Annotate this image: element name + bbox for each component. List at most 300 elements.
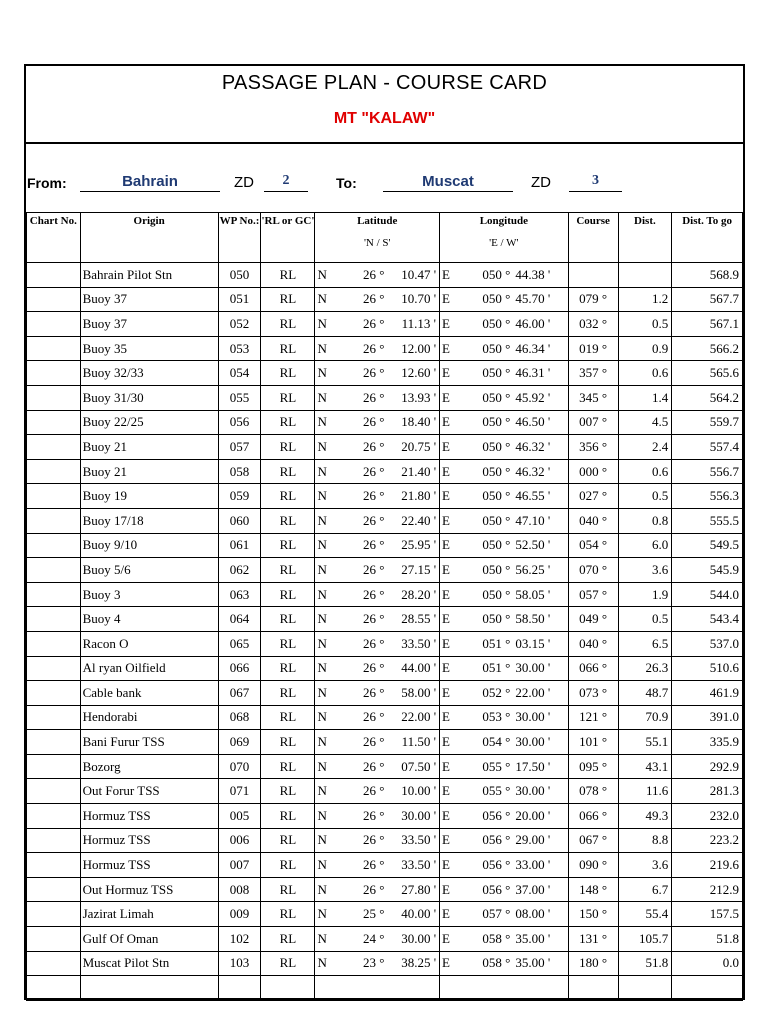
lon-minutes-cell: 45.92 ' — [513, 385, 568, 410]
origin-cell: Buoy 17/18 — [80, 508, 218, 533]
rl-cell: RL — [261, 287, 315, 312]
lat-hemisphere-cell: N — [315, 558, 339, 583]
lat-degrees-cell: 26 ° — [339, 607, 387, 632]
course-cell: 032 ° — [568, 312, 618, 337]
latitude-label: Latitude — [357, 215, 398, 227]
lat-hemisphere-cell: N — [315, 681, 339, 706]
dist-cell: 48.7 — [618, 681, 672, 706]
course-cell: 095 ° — [568, 754, 618, 779]
origin-cell — [80, 976, 218, 1001]
wp-cell: 006 — [218, 828, 261, 853]
lon-minutes-cell — [513, 976, 568, 1001]
rl-cell: RL — [261, 484, 315, 509]
dist-to-go-cell: 564.2 — [672, 385, 743, 410]
to-label: To: — [336, 175, 357, 191]
dist-cell: 0.6 — [618, 361, 672, 386]
longitude-sub: 'E / W' — [489, 237, 519, 249]
lat-minutes-cell: 11.50 ' — [387, 730, 439, 755]
lon-minutes-cell: 58.05 ' — [513, 582, 568, 607]
dist-cell: 6.0 — [618, 533, 672, 558]
lat-hemisphere-cell: N — [315, 263, 339, 288]
lat-minutes-cell: 21.80 ' — [387, 484, 439, 509]
dist-to-go-cell: 212.9 — [672, 877, 743, 902]
lon-minutes-cell: 44.38 ' — [513, 263, 568, 288]
course-card-sheet — [24, 64, 745, 1000]
lon-hemisphere-cell: E — [440, 508, 464, 533]
lon-minutes-cell: 47.10 ' — [513, 508, 568, 533]
lon-degrees-cell: 056 ° — [464, 853, 514, 878]
table-row — [27, 951, 743, 976]
rl-cell: RL — [261, 853, 315, 878]
dist-to-go-cell: 556.3 — [672, 484, 743, 509]
lat-hemisphere-cell: N — [315, 459, 339, 484]
lat-hemisphere-cell: N — [315, 582, 339, 607]
origin-cell: Al ryan Oilfield — [80, 656, 218, 681]
origin-cell: Buoy 21 — [80, 459, 218, 484]
wp-cell: 054 — [218, 361, 261, 386]
col-longitude — [440, 213, 569, 263]
lat-hemisphere-cell: N — [315, 853, 339, 878]
wp-cell: 059 — [218, 484, 261, 509]
course-cell: 067 ° — [568, 828, 618, 853]
col-origin: Origin — [80, 213, 218, 263]
lon-minutes-cell: 37.00 ' — [513, 877, 568, 902]
rl-cell: RL — [261, 804, 315, 829]
lon-hemisphere-cell — [440, 976, 464, 1001]
origin-cell: Jazirat Limah — [80, 902, 218, 927]
dist-to-go-cell: 543.4 — [672, 607, 743, 632]
course-cell: 090 ° — [568, 853, 618, 878]
lat-minutes-cell: 27.15 ' — [387, 558, 439, 583]
lon-minutes-cell: 46.00 ' — [513, 312, 568, 337]
lat-minutes-cell: 11.13 ' — [387, 312, 439, 337]
rl-cell: RL — [261, 656, 315, 681]
from-zd-label: ZD — [234, 174, 254, 191]
dist-to-go-cell: 510.6 — [672, 656, 743, 681]
lat-hemisphere-cell: N — [315, 754, 339, 779]
origin-cell: Hendorabi — [80, 705, 218, 730]
to-zd-label: ZD — [531, 174, 551, 191]
wp-cell: 067 — [218, 681, 261, 706]
dist-cell: 0.9 — [618, 336, 672, 361]
chart-cell — [27, 656, 81, 681]
wp-cell: 062 — [218, 558, 261, 583]
dist-cell: 3.6 — [618, 558, 672, 583]
lat-minutes-cell: 28.20 ' — [387, 582, 439, 607]
chart-cell — [27, 582, 81, 607]
dist-to-go-cell: 219.6 — [672, 853, 743, 878]
lon-hemisphere-cell: E — [440, 459, 464, 484]
rl-cell: RL — [261, 877, 315, 902]
lon-hemisphere-cell: E — [440, 902, 464, 927]
lon-degrees-cell: 053 ° — [464, 705, 514, 730]
lon-degrees-cell: 058 ° — [464, 951, 514, 976]
wp-cell: 071 — [218, 779, 261, 804]
title-block — [26, 66, 743, 144]
dist-to-go-cell: 537.0 — [672, 631, 743, 656]
course-cell: 066 ° — [568, 656, 618, 681]
table-row — [27, 681, 743, 706]
lat-hemisphere-cell: N — [315, 336, 339, 361]
dist-to-go-cell: 391.0 — [672, 705, 743, 730]
lat-hemisphere-cell: N — [315, 877, 339, 902]
wp-cell: 052 — [218, 312, 261, 337]
lat-minutes-cell: 20.75 ' — [387, 435, 439, 460]
dist-to-go-cell: 157.5 — [672, 902, 743, 927]
lat-minutes-cell: 13.93 ' — [387, 385, 439, 410]
dist-to-go-cell — [672, 976, 743, 1001]
wp-cell: 056 — [218, 410, 261, 435]
chart-cell — [27, 558, 81, 583]
chart-cell — [27, 484, 81, 509]
lat-degrees-cell: 26 ° — [339, 853, 387, 878]
lat-degrees-cell: 26 ° — [339, 385, 387, 410]
wp-cell: 069 — [218, 730, 261, 755]
lon-minutes-cell: 52.50 ' — [513, 533, 568, 558]
origin-cell: Buoy 31/30 — [80, 385, 218, 410]
lon-hemisphere-cell: E — [440, 804, 464, 829]
dist-cell: 105.7 — [618, 927, 672, 952]
lon-degrees-cell: 055 ° — [464, 754, 514, 779]
course-cell: 148 ° — [568, 877, 618, 902]
lon-degrees-cell — [464, 976, 514, 1001]
rl-cell: RL — [261, 705, 315, 730]
origin-cell: Hormuz TSS — [80, 804, 218, 829]
rl-cell: RL — [261, 312, 315, 337]
chart-cell — [27, 877, 81, 902]
lon-minutes-cell: 30.00 ' — [513, 730, 568, 755]
rl-cell: RL — [261, 681, 315, 706]
chart-cell — [27, 410, 81, 435]
course-cell: 121 ° — [568, 705, 618, 730]
lon-degrees-cell: 051 ° — [464, 631, 514, 656]
course-cell: 019 ° — [568, 336, 618, 361]
wp-cell: 009 — [218, 902, 261, 927]
origin-cell: Buoy 5/6 — [80, 558, 218, 583]
lat-hemisphere-cell: N — [315, 902, 339, 927]
course-cell: 078 ° — [568, 779, 618, 804]
wp-cell: 057 — [218, 435, 261, 460]
lat-minutes-cell — [387, 976, 439, 1001]
dist-cell: 6.5 — [618, 631, 672, 656]
lon-minutes-cell: 46.34 ' — [513, 336, 568, 361]
lat-degrees-cell: 26 ° — [339, 287, 387, 312]
origin-cell: Buoy 4 — [80, 607, 218, 632]
lon-hemisphere-cell: E — [440, 336, 464, 361]
course-cell: 040 ° — [568, 631, 618, 656]
lat-degrees-cell: 26 ° — [339, 828, 387, 853]
lat-degrees-cell: 26 ° — [339, 435, 387, 460]
origin-cell: Bahrain Pilot Stn — [80, 263, 218, 288]
rl-cell: RL — [261, 385, 315, 410]
origin-cell: Cable bank — [80, 681, 218, 706]
dist-cell: 11.6 — [618, 779, 672, 804]
rl-cell: RL — [261, 263, 315, 288]
course-cell: 180 ° — [568, 951, 618, 976]
rl-cell — [261, 976, 315, 1001]
origin-cell: Buoy 21 — [80, 435, 218, 460]
course-cell: 007 ° — [568, 410, 618, 435]
vessel-name: MT "KALAW" — [333, 110, 436, 127]
table-row — [27, 828, 743, 853]
dist-to-go-cell: 461.9 — [672, 681, 743, 706]
rl-cell: RL — [261, 582, 315, 607]
lon-degrees-cell: 050 ° — [464, 582, 514, 607]
rl-cell: RL — [261, 361, 315, 386]
lon-degrees-cell: 051 ° — [464, 656, 514, 681]
lon-degrees-cell: 052 ° — [464, 681, 514, 706]
chart-cell — [27, 361, 81, 386]
lat-hemisphere-cell: N — [315, 410, 339, 435]
course-cell: 357 ° — [568, 361, 618, 386]
lat-degrees-cell: 26 ° — [339, 336, 387, 361]
lat-degrees-cell: 26 ° — [339, 410, 387, 435]
dist-cell: 70.9 — [618, 705, 672, 730]
lat-degrees-cell: 26 ° — [339, 263, 387, 288]
wp-cell: 066 — [218, 656, 261, 681]
dist-to-go-cell: 51.8 — [672, 927, 743, 952]
dist-cell: 51.8 — [618, 951, 672, 976]
from-zd-value: 2 — [264, 173, 308, 192]
lat-degrees-cell: 26 ° — [339, 779, 387, 804]
chart-cell — [27, 385, 81, 410]
lon-degrees-cell: 050 ° — [464, 287, 514, 312]
table-row — [27, 336, 743, 361]
lat-minutes-cell: 33.50 ' — [387, 828, 439, 853]
lat-degrees-cell: 26 ° — [339, 804, 387, 829]
lon-degrees-cell: 050 ° — [464, 385, 514, 410]
lat-degrees-cell: 26 ° — [339, 754, 387, 779]
lat-degrees-cell — [339, 976, 387, 1001]
to-zd-value: 3 — [569, 173, 622, 192]
origin-cell: Muscat Pilot Stn — [80, 951, 218, 976]
lat-minutes-cell: 33.50 ' — [387, 631, 439, 656]
dist-cell: 4.5 — [618, 410, 672, 435]
chart-cell — [27, 853, 81, 878]
origin-cell: Buoy 22/25 — [80, 410, 218, 435]
lat-minutes-cell: 40.00 ' — [387, 902, 439, 927]
dist-cell: 26.3 — [618, 656, 672, 681]
dist-to-go-cell: 556.7 — [672, 459, 743, 484]
lon-hemisphere-cell: E — [440, 656, 464, 681]
latitude-sub: 'N / S' — [363, 237, 391, 249]
lat-hemisphere-cell: N — [315, 927, 339, 952]
origin-cell: Buoy 37 — [80, 312, 218, 337]
lon-minutes-cell: 30.00 ' — [513, 779, 568, 804]
rl-cell: RL — [261, 607, 315, 632]
route-section — [26, 142, 743, 213]
rl-cell: RL — [261, 508, 315, 533]
lat-minutes-cell: 33.50 ' — [387, 853, 439, 878]
table-row — [27, 287, 743, 312]
lon-hemisphere-cell: E — [440, 385, 464, 410]
lon-hemisphere-cell: E — [440, 927, 464, 952]
origin-cell: Gulf Of Oman — [80, 927, 218, 952]
rl-cell: RL — [261, 754, 315, 779]
table-row — [27, 508, 743, 533]
lon-minutes-cell: 46.31 ' — [513, 361, 568, 386]
dist-to-go-cell: 566.2 — [672, 336, 743, 361]
lat-hemisphere-cell: N — [315, 607, 339, 632]
lat-degrees-cell: 26 ° — [339, 508, 387, 533]
lat-degrees-cell: 26 ° — [339, 582, 387, 607]
wp-cell: 053 — [218, 336, 261, 361]
waypoint-rows — [27, 263, 743, 1001]
origin-cell: Buoy 32/33 — [80, 361, 218, 386]
table-row — [27, 435, 743, 460]
course-cell: 066 ° — [568, 804, 618, 829]
lon-hemisphere-cell: E — [440, 361, 464, 386]
lon-degrees-cell: 056 ° — [464, 804, 514, 829]
table-row — [27, 558, 743, 583]
lat-degrees-cell: 26 ° — [339, 533, 387, 558]
lat-degrees-cell: 26 ° — [339, 484, 387, 509]
table-row — [27, 631, 743, 656]
lat-minutes-cell: 25.95 ' — [387, 533, 439, 558]
table-row — [27, 976, 743, 1001]
chart-cell — [27, 730, 81, 755]
origin-cell: Buoy 3 — [80, 582, 218, 607]
lon-hemisphere-cell: E — [440, 853, 464, 878]
lat-degrees-cell: 26 ° — [339, 705, 387, 730]
rl-cell: RL — [261, 927, 315, 952]
lat-degrees-cell: 23 ° — [339, 951, 387, 976]
dist-to-go-cell: 232.0 — [672, 804, 743, 829]
rl-cell: RL — [261, 631, 315, 656]
wp-cell: 061 — [218, 533, 261, 558]
from-value: Bahrain — [80, 173, 220, 192]
table-row — [27, 730, 743, 755]
lon-hemisphere-cell: E — [440, 312, 464, 337]
origin-cell: Out Hormuz TSS — [80, 877, 218, 902]
lat-hemisphere-cell: N — [315, 828, 339, 853]
lat-hemisphere-cell: N — [315, 631, 339, 656]
lon-degrees-cell: 050 ° — [464, 410, 514, 435]
chart-cell — [27, 533, 81, 558]
chart-cell — [27, 927, 81, 952]
table-row — [27, 853, 743, 878]
lat-minutes-cell: 12.00 ' — [387, 336, 439, 361]
rl-cell: RL — [261, 435, 315, 460]
lat-degrees-cell: 25 ° — [339, 902, 387, 927]
dist-cell: 0.5 — [618, 607, 672, 632]
lat-minutes-cell: 38.25 ' — [387, 951, 439, 976]
dist-to-go-cell: 567.7 — [672, 287, 743, 312]
lon-minutes-cell: 35.00 ' — [513, 951, 568, 976]
table-row — [27, 263, 743, 288]
lon-minutes-cell: 29.00 ' — [513, 828, 568, 853]
lon-hemisphere-cell: E — [440, 484, 464, 509]
wp-cell: 005 — [218, 804, 261, 829]
wp-cell: 064 — [218, 607, 261, 632]
lat-hemisphere-cell: N — [315, 287, 339, 312]
table-row — [27, 582, 743, 607]
lon-degrees-cell: 056 ° — [464, 877, 514, 902]
lat-hemisphere-cell: N — [315, 361, 339, 386]
lat-degrees-cell: 26 ° — [339, 361, 387, 386]
dist-to-go-cell: 545.9 — [672, 558, 743, 583]
waypoint-table — [26, 212, 743, 1001]
dist-cell: 1.9 — [618, 582, 672, 607]
origin-cell: Hormuz TSS — [80, 853, 218, 878]
lon-degrees-cell: 050 ° — [464, 459, 514, 484]
dist-to-go-cell: 568.9 — [672, 263, 743, 288]
dist-cell: 55.4 — [618, 902, 672, 927]
lat-minutes-cell: 22.40 ' — [387, 508, 439, 533]
lon-degrees-cell: 054 ° — [464, 730, 514, 755]
lon-hemisphere-cell: E — [440, 533, 464, 558]
lon-degrees-cell: 050 ° — [464, 484, 514, 509]
lon-degrees-cell: 050 ° — [464, 533, 514, 558]
dist-cell: 0.6 — [618, 459, 672, 484]
dist-to-go-cell: 567.1 — [672, 312, 743, 337]
lat-minutes-cell: 21.40 ' — [387, 459, 439, 484]
lon-hemisphere-cell: E — [440, 631, 464, 656]
lat-hemisphere-cell — [315, 976, 339, 1001]
course-cell: 150 ° — [568, 902, 618, 927]
wp-cell: 070 — [218, 754, 261, 779]
dist-to-go-cell: 559.7 — [672, 410, 743, 435]
col-course: Course — [568, 213, 618, 263]
lon-degrees-cell: 050 ° — [464, 312, 514, 337]
course-cell: 049 ° — [568, 607, 618, 632]
lon-minutes-cell: 33.00 ' — [513, 853, 568, 878]
table-row — [27, 656, 743, 681]
lon-hemisphere-cell: E — [440, 607, 464, 632]
dist-cell: 3.6 — [618, 853, 672, 878]
lon-degrees-cell: 056 ° — [464, 828, 514, 853]
lat-degrees-cell: 26 ° — [339, 312, 387, 337]
table-row — [27, 705, 743, 730]
chart-cell — [27, 631, 81, 656]
lon-minutes-cell: 08.00 ' — [513, 902, 568, 927]
lat-degrees-cell: 24 ° — [339, 927, 387, 952]
lon-degrees-cell: 050 ° — [464, 508, 514, 533]
dist-to-go-cell: 292.9 — [672, 754, 743, 779]
wp-cell: 055 — [218, 385, 261, 410]
dist-cell: 0.8 — [618, 508, 672, 533]
table-row — [27, 754, 743, 779]
wp-cell: 060 — [218, 508, 261, 533]
lat-degrees-cell: 26 ° — [339, 877, 387, 902]
rl-cell: RL — [261, 902, 315, 927]
dist-to-go-cell: 223.2 — [672, 828, 743, 853]
lon-degrees-cell: 050 ° — [464, 558, 514, 583]
course-cell: 356 ° — [568, 435, 618, 460]
lon-minutes-cell: 30.00 ' — [513, 705, 568, 730]
table-row — [27, 459, 743, 484]
table-row — [27, 877, 743, 902]
origin-cell: Bozorg — [80, 754, 218, 779]
origin-cell: Buoy 9/10 — [80, 533, 218, 558]
chart-cell — [27, 779, 81, 804]
origin-cell: Buoy 35 — [80, 336, 218, 361]
table-header-row — [27, 213, 743, 263]
chart-cell — [27, 508, 81, 533]
wp-cell: 068 — [218, 705, 261, 730]
chart-cell — [27, 804, 81, 829]
col-wp-no: WP No.: — [218, 213, 261, 263]
rl-cell: RL — [261, 410, 315, 435]
col-dist-to-go: Dist. To go — [672, 213, 743, 263]
chart-cell — [27, 607, 81, 632]
chart-cell — [27, 681, 81, 706]
dist-cell: 55.1 — [618, 730, 672, 755]
lon-minutes-cell: 46.55 ' — [513, 484, 568, 509]
lon-hemisphere-cell: E — [440, 681, 464, 706]
course-cell: 073 ° — [568, 681, 618, 706]
from-label: From: — [27, 175, 67, 191]
